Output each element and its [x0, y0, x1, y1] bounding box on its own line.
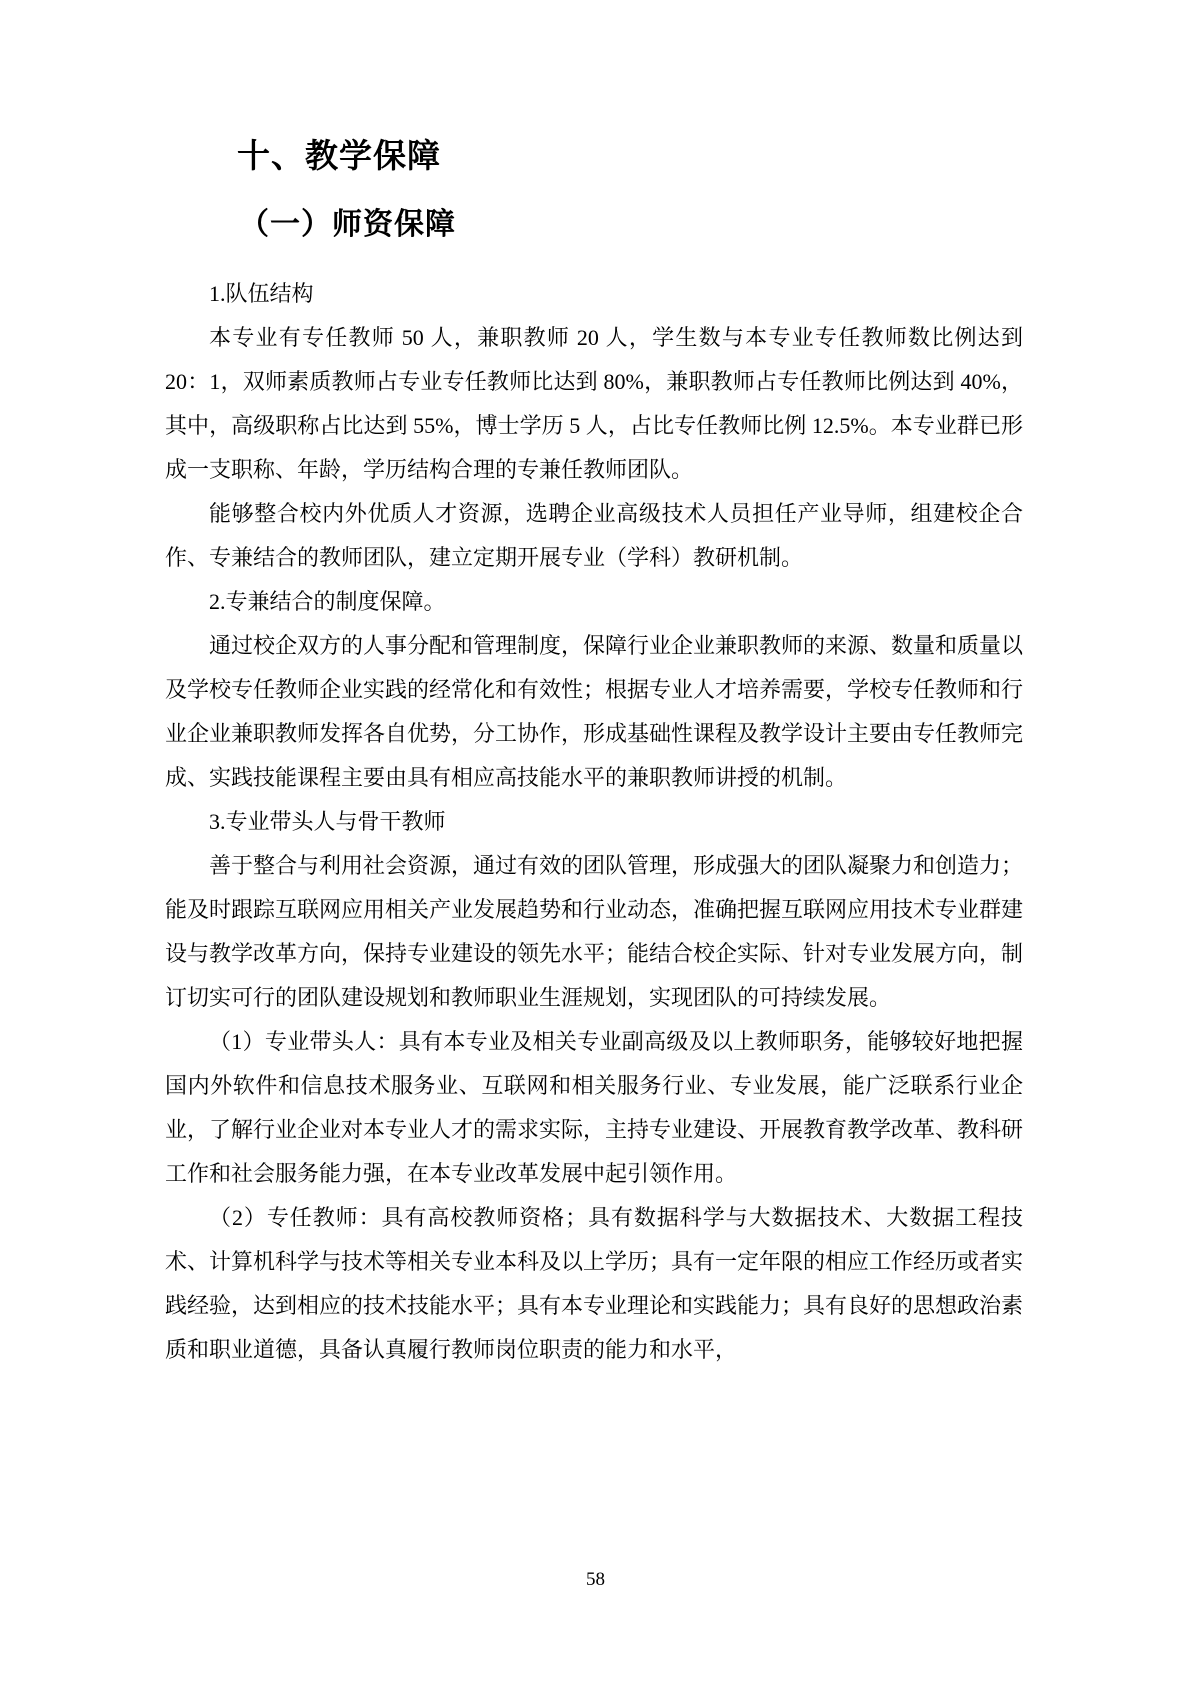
- paragraph: （2）专任教师：具有高校教师资格；具有数据科学与大数据技术、大数据工程技术、计算机科学与技术等相关专业本科及以上学历；具有一定年限的相应工作经历或者实践经验，达到相应的技术技能水平；具有本专业理论和实践能力；具有良好的思想政治素质和职业道德，具备认真履行教师岗位职责的能力和水平，: [165, 1205, 1024, 1362]
- page-number: 58: [586, 1569, 605, 1590]
- section-subheading: 1.队伍结构: [209, 281, 314, 306]
- paragraph: 本专业有专任教师 50 人，兼职教师 20 人，学生数与本专业专任教师数比例达到 20：1，双师素质教师占专业专任教师比达到 80%，兼职教师占专任教师比例达到 40%，其中，高级职称占比达到 55%，博士学历 5 人，占比专任教师比例 12.5%。本专业群已形成一支职称、年龄，学历结构合理的专兼任教师团队。: [165, 325, 1023, 482]
- section-title: （一）师资保障: [239, 208, 456, 241]
- document-body: [165, 272, 1023, 1372]
- paragraph: 能够整合校内外优质人才资源，选聘企业高级技术人员担任产业导师，组建校企合作、专兼结合的教师团队，建立定期开展专业（学科）教研机制。: [165, 501, 1023, 570]
- page-content: [165, 0, 1023, 1372]
- paragraph: 通过校企双方的人事分配和管理制度，保障行业企业兼职教师的来源、数量和质量以及学校专任教师企业实践的经常化和有效性；根据专业人才培养需要，学校专任教师和行业企业兼职教师发挥各自优势，分工协作，形成基础性课程及教学设计主要由专任教师完成、实践技能课程主要由具有相应高技能水平的兼职教师讲授的机制。: [165, 633, 1024, 790]
- paragraph: （1）专业带头人：具有本专业及相关专业副高级及以上教师职务，能够较好地把握国内外软件和信息技术服务业、互联网和相关服务行业、专业发展，能广泛联系行业企业，了解行业企业对本专业人才的需求实际，主持专业建设、开展教育教学改革、教科研工作和社会服务能力强，在本专业改革发展中起引领作用。: [165, 1029, 1024, 1186]
- paragraph: 善于整合与利用社会资源，通过有效的团队管理，形成强大的团队凝聚力和创造力；能及时跟踪互联网应用相关产业发展趋势和行业动态，准确把握互联网应用技术专业群建设与教学改革方向，保持专业建设的领先水平；能结合校企实际、针对专业发展方向，制订切实可行的团队建设规划和教师职业生涯规划，实现团队的可持续发展。: [165, 853, 1024, 1010]
- section-subheading: 2.专兼结合的制度保障。: [209, 589, 446, 614]
- chapter-title: 十、教学保障: [237, 137, 441, 174]
- section-subheading: 3.专业带头人与骨干教师: [209, 809, 446, 834]
